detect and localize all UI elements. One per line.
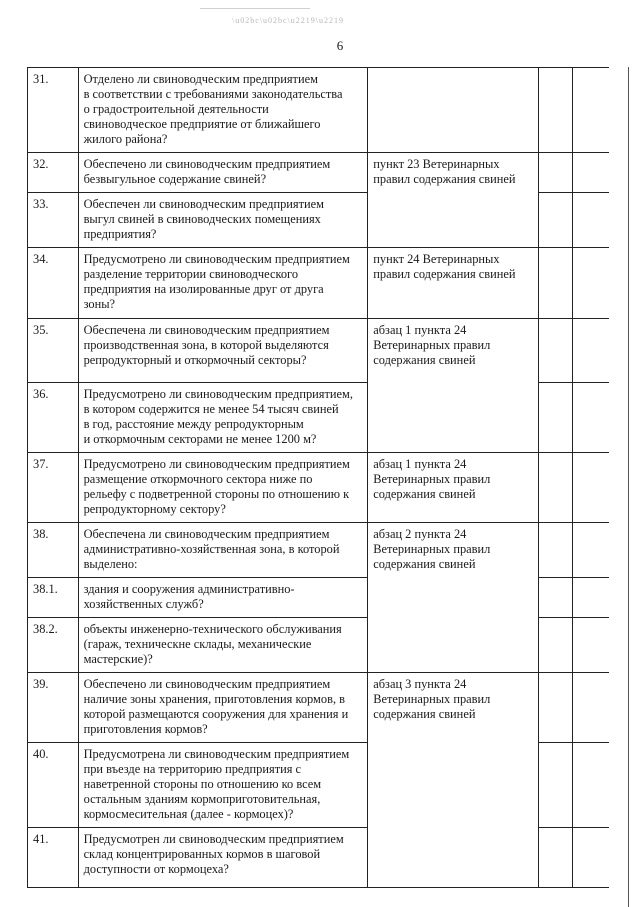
answer-cell-b[interactable] (572, 319, 609, 383)
row-question: объекты инженерно-технического обслуживания (гараж, техническне склады, механические мастерские)? (78, 618, 368, 673)
answer-cell-b[interactable] (572, 153, 609, 193)
row-question: Предусмотрен ли свиноводческим предприятием склад концентрированных кормов в шаговой доступности от кормоцеха? (78, 828, 368, 888)
answer-cell-b[interactable] (572, 453, 609, 523)
row-reference: абзац 1 пункта 24 Ветеринарных правил содержания свиней (368, 319, 539, 453)
row-number: 39. (28, 673, 79, 743)
row-question: Предусмотрено ли свиноводческим предприятием, в котором содержится не менее 54 тысяч свиней в год, расстояние между репродукторным и откормочным секторами не менее 1200 м? (78, 383, 368, 453)
answer-cell-b[interactable] (572, 193, 609, 248)
row-reference: пункт 23 Ветеринарных правил содержания свиней (368, 153, 539, 248)
row-number: 36. (28, 383, 79, 453)
table-row (28, 673, 610, 743)
row-question: здания и сооружения административно- хозяйственных служб? (78, 578, 368, 618)
row-question: Предусмотрено ли свиноводческим предприятием разделение территории свиноводческого предприятия на изолированные друг от друга зоны? (78, 248, 368, 319)
answer-cell-b[interactable] (572, 743, 609, 828)
row-question: Обеспечена ли свиноводческим предприятием административно-хозяйственная зона, в которой выделено: (78, 523, 368, 578)
scan-artifact-dots: \u02bc\u02bc\u2219\u2219 (232, 16, 344, 25)
answer-cell-a[interactable] (538, 828, 572, 888)
row-question: Обеспечен ли свиноводческим предприятием выгул свиней в свиноводческих помещениях предприятия? (78, 193, 368, 248)
table-row (28, 319, 610, 383)
answer-cell-b[interactable] (572, 828, 609, 888)
row-reference (368, 68, 539, 153)
row-number: 38. (28, 523, 79, 578)
row-reference: абзац 2 пункта 24 Ветеринарных правил содержания свиней (368, 523, 539, 673)
answer-cell-b[interactable] (572, 618, 609, 673)
row-number: 41. (28, 828, 79, 888)
answer-cell-a[interactable] (538, 578, 572, 618)
row-number: 32. (28, 153, 79, 193)
answer-cell-a[interactable] (538, 383, 572, 453)
row-number: 38.1. (28, 578, 79, 618)
row-number: 31. (28, 68, 79, 153)
answer-cell-a[interactable] (538, 248, 572, 319)
answer-cell-a[interactable] (538, 453, 572, 523)
row-question: Предусмотрено ли свиноводческим предприятием размещение откормочного сектора ниже по рельефу с подветренной стороны по отношению к репродукторному сектору? (78, 453, 368, 523)
table-row (28, 68, 610, 153)
answer-cell-a[interactable] (538, 68, 572, 153)
table-row (28, 453, 610, 523)
answer-cell-b[interactable] (572, 383, 609, 453)
row-question: Отделено ли свиноводческим предприятием в соответствии с требованиями законодательства о градостроительной деятельности свиноводческое предприятие от ближайшего жилого района? (78, 68, 368, 153)
answer-cell-a[interactable] (538, 153, 572, 193)
row-number: 38.2. (28, 618, 79, 673)
page-number: 6 (336, 38, 344, 53)
page-scan-edge-line (628, 67, 629, 907)
table-row (28, 153, 610, 193)
row-number: 34. (28, 248, 79, 319)
answer-cell-b[interactable] (572, 578, 609, 618)
row-number: 37. (28, 453, 79, 523)
answer-cell-a[interactable] (538, 743, 572, 828)
scan-artifact-line (200, 8, 310, 9)
table-row (28, 248, 610, 319)
row-question: Обеспечено ли свиноводческим предприятием наличие зоны хранения, приготовления кормов, в которой размещаются сооружения для хранения и приготовления кормов? (78, 673, 368, 743)
row-reference: абзац 3 пункта 24 Ветеринарных правил содержания свиней (368, 673, 539, 888)
answer-cell-a[interactable] (538, 319, 572, 383)
answer-cell-a[interactable] (538, 618, 572, 673)
row-question: Предусмотрена ли свиноводческим предприятием при въезде на территорию предприятия с наветренной стороны по отношению ко всем остальным зданиям кормоприготовительная, кормосмесительная (далее - кормоцех)? (78, 743, 368, 828)
answer-cell-b[interactable] (572, 248, 609, 319)
row-question: Обеспечена ли свиноводческим предприятием производственная зона, в которой выделяются репродукторный и откормочный секторы? (78, 319, 368, 383)
answer-cell-a[interactable] (538, 673, 572, 743)
row-number: 40. (28, 743, 79, 828)
row-question: Обеспечено ли свиноводческим предприятием безвыгульное содержание свиней? (78, 153, 368, 193)
row-number: 33. (28, 193, 79, 248)
answer-cell-b[interactable] (572, 523, 609, 578)
row-number: 35. (28, 319, 79, 383)
answer-cell-b[interactable] (572, 68, 609, 153)
row-reference: абзац 1 пункта 24 Ветеринарных правил содержания свиней (368, 453, 539, 523)
row-reference: пункт 24 Ветеринарных правил содержания свиней (368, 248, 539, 319)
answer-cell-a[interactable] (538, 193, 572, 248)
answer-cell-a[interactable] (538, 523, 572, 578)
table-row (28, 523, 610, 578)
answer-cell-b[interactable] (572, 673, 609, 743)
checklist-table (27, 67, 609, 888)
